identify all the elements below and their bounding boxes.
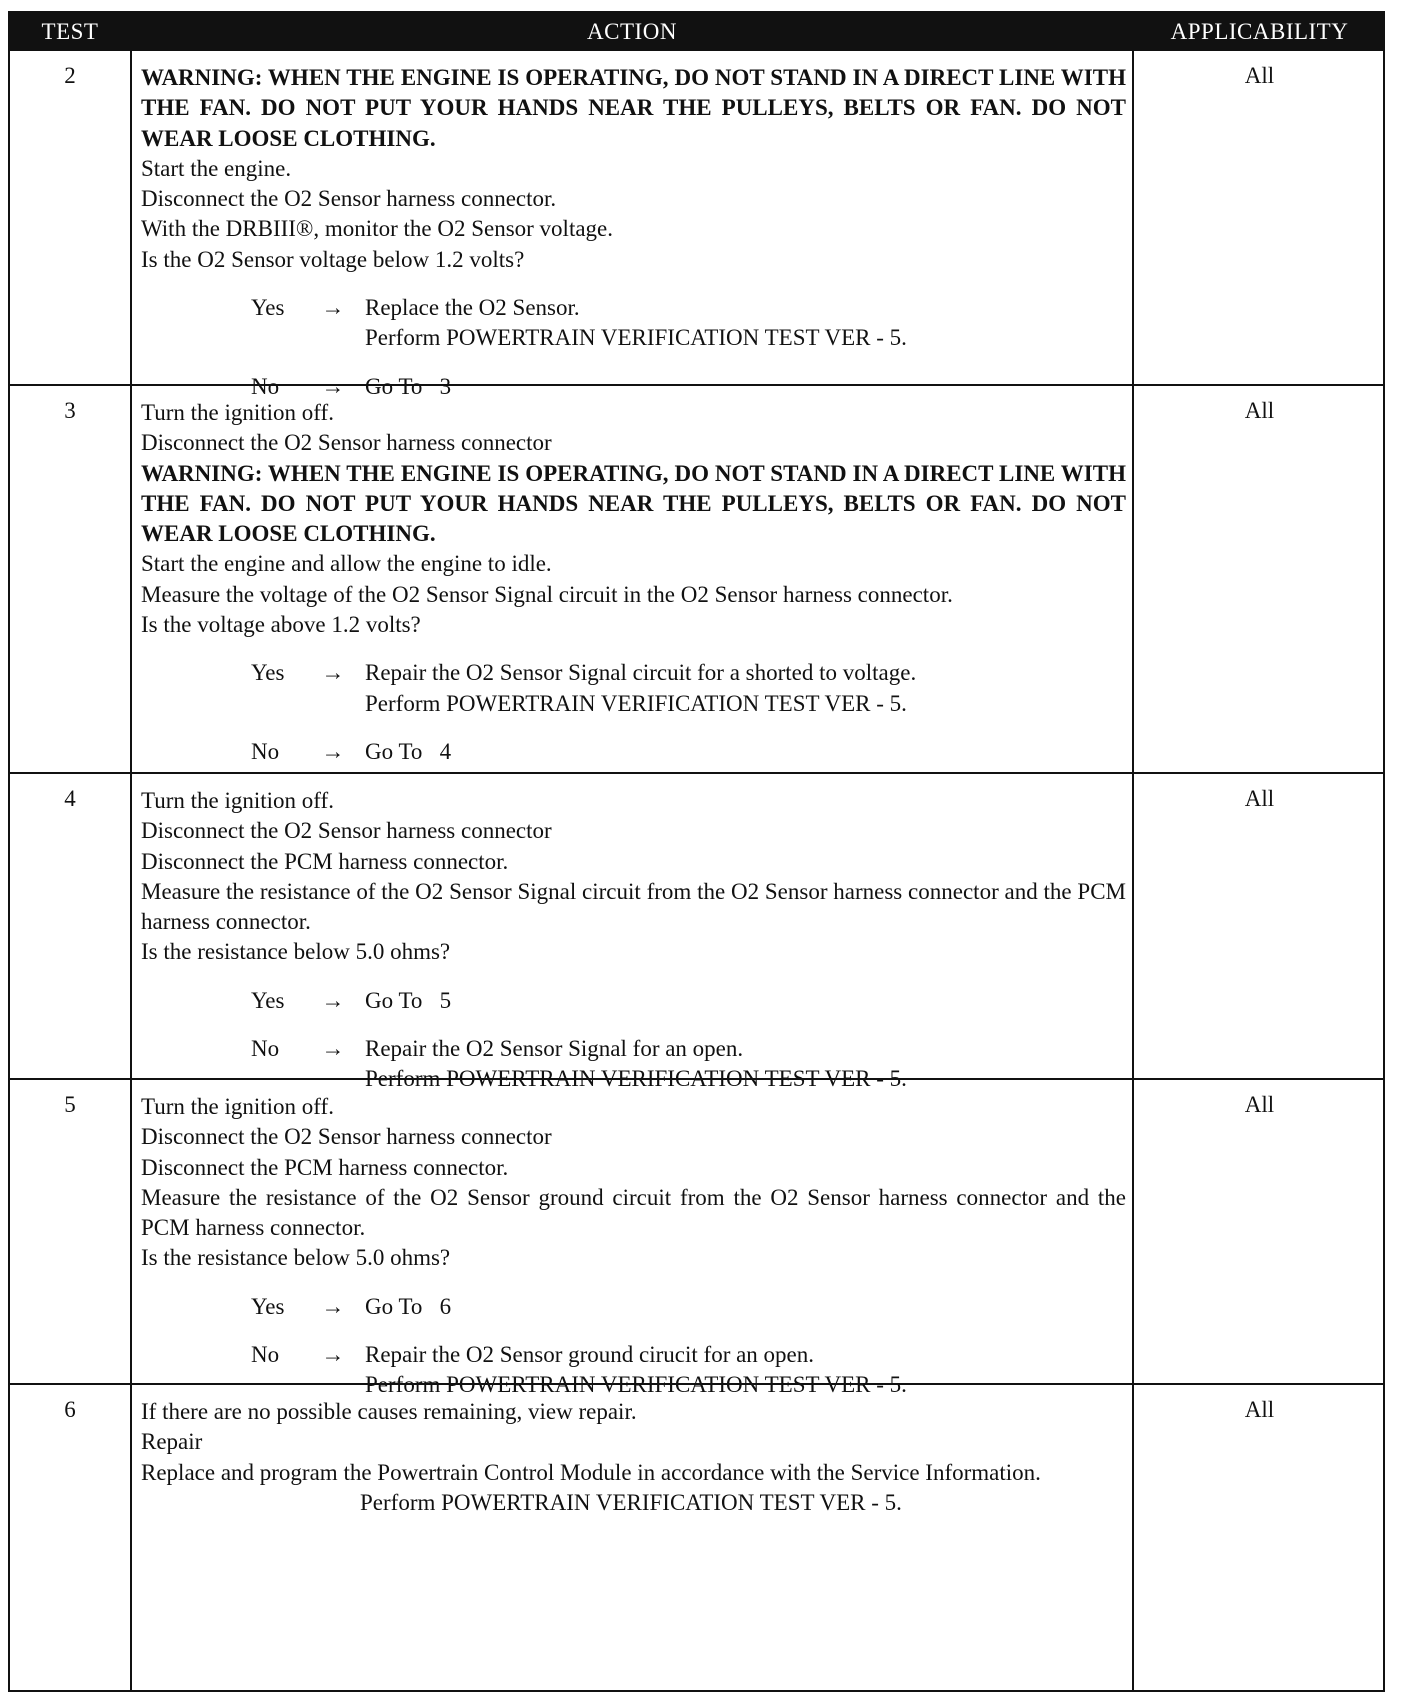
table-header (10, 13, 1383, 51)
no-label: No (251, 738, 280, 764)
no-answer (251, 737, 1126, 767)
applicability-value: All (1244, 1092, 1275, 1117)
right-arrow-icon: → (321, 987, 345, 1013)
diagnostic-test-table (8, 11, 1385, 1692)
no-label: No (251, 1036, 280, 1062)
step-text: Disconnect the O2 Sensor harness connector. (141, 186, 557, 212)
step-text: Disconnect the O2 Sensor harness connector (141, 430, 552, 456)
repair-text: Replace and program the Powertrain Control Module in accordance with the Service Information. (141, 1459, 1041, 1485)
question-text: Is the voltage above 1.2 volts? (141, 612, 421, 638)
right-arrow-icon: → (321, 373, 345, 399)
step-text: With the DRBIII®, monitor the O2 Sensor voltage. (141, 216, 614, 242)
goto-step: Go To 5 (365, 987, 452, 1013)
question-text: Is the resistance below 5.0 ohms? (141, 1245, 451, 1271)
step-text: Turn the ignition off. (141, 1094, 334, 1119)
table-row (10, 1383, 1383, 1690)
table-row (10, 772, 1383, 1092)
action-cell (141, 398, 1126, 767)
no-label: No (251, 1342, 280, 1368)
step-text: Measure the resistance of the O2 Sensor ground circuit from the O2 Sensor harness connector and the PCM harness connector. (141, 1184, 1126, 1241)
yes-answer (251, 986, 1126, 1016)
step-text: Disconnect the PCM harness connector. (141, 848, 509, 874)
yes-label: Yes (251, 1293, 285, 1319)
right-arrow-icon: → (321, 295, 345, 321)
goto-step: Go To 6 (365, 1293, 452, 1319)
step-text: Disconnect the O2 Sensor harness connector (141, 818, 552, 844)
step-text: Start the engine. (141, 155, 292, 181)
table-row (10, 51, 1383, 399)
step-text: Measure the voltage of the O2 Sensor Signal circuit in the O2 Sensor harness connector. (141, 581, 953, 607)
warning-text: WARNING: WHEN THE ENGINE IS OPERATING, DO NOT STAND IN A DIRECT LINE WITH THE FAN. DO NOT PUT YOUR HANDS NEAR THE PULLEYS, BELTS OR FAN. DO NOT WEAR LOOSE CLOTHING. (141, 65, 1126, 151)
verification-step: Perform POWERTRAIN VERIFICATION TEST VER - 5. (360, 1489, 902, 1515)
verification-step: Perform POWERTRAIN VERIFICATION TEST VER - 5. (365, 1066, 907, 1092)
step-text: Disconnect the PCM harness connector. (141, 1154, 509, 1180)
yes-label: Yes (251, 987, 285, 1013)
test-number: 5 (64, 1092, 76, 1117)
action-cell (141, 63, 1126, 402)
verification-step: Perform POWERTRAIN VERIFICATION TEST VER - 5. (365, 690, 907, 716)
applicability-value: All (1244, 398, 1275, 423)
test-number: 3 (64, 398, 76, 423)
no-label: No (251, 373, 280, 399)
step-text: Measure the resistance of the O2 Sensor Signal circuit from the O2 Sensor harness connector and the PCM harness connector. (141, 878, 1126, 935)
table-row (10, 1078, 1383, 1398)
yes-answer (251, 1292, 1126, 1322)
yes-result: Repair the O2 Sensor Signal circuit for a shorted to voltage. (365, 660, 917, 686)
right-arrow-icon: → (321, 1293, 345, 1319)
right-arrow-icon: → (321, 738, 345, 764)
repair-label: Repair (141, 1429, 203, 1455)
yes-answer (251, 293, 1126, 354)
header-action: ACTION (587, 19, 677, 44)
no-result: Repair the O2 Sensor Signal for an open. (365, 1036, 744, 1062)
verification-step: Perform POWERTRAIN VERIFICATION TEST VER - 5. (365, 325, 907, 351)
step-text: Turn the ignition off. (141, 400, 334, 425)
test-number: 4 (64, 786, 76, 811)
header-applicability: APPLICABILITY (1170, 19, 1349, 44)
test-number: 2 (64, 63, 76, 88)
test-number: 6 (64, 1397, 76, 1422)
applicability-value: All (1244, 63, 1275, 88)
step-text: Start the engine and allow the engine to idle. (141, 551, 552, 577)
yes-label: Yes (251, 660, 285, 686)
header-test: TEST (41, 19, 99, 44)
applicability-value: All (1244, 786, 1275, 811)
step-text: Disconnect the O2 Sensor harness connector (141, 1124, 552, 1150)
question-text: Is the O2 Sensor voltage below 1.2 volts? (141, 246, 525, 272)
applicability-value: All (1244, 1397, 1275, 1422)
goto-step: Go To 3 (365, 373, 452, 399)
yes-label: Yes (251, 295, 285, 321)
right-arrow-icon: → (321, 1036, 345, 1062)
verification-step: Perform POWERTRAIN VERIFICATION TEST VER - 5. (365, 1372, 907, 1398)
right-arrow-icon: → (321, 660, 345, 686)
no-result: Repair the O2 Sensor ground cirucit for an open. (365, 1342, 815, 1368)
action-cell (141, 1397, 1126, 1518)
yes-answer (251, 658, 1126, 719)
right-arrow-icon: → (321, 1342, 345, 1368)
goto-step: Go To 4 (365, 738, 452, 764)
step-text: Turn the ignition off. (141, 788, 334, 813)
question-text: Is the resistance below 5.0 ohms? (141, 939, 451, 965)
yes-result: Replace the O2 Sensor. (365, 295, 580, 321)
warning-text: WARNING: WHEN THE ENGINE IS OPERATING, DO NOT STAND IN A DIRECT LINE WITH THE FAN. DO NOT PUT YOUR HANDS NEAR THE PULLEYS, BELTS OR FAN. DO NOT WEAR LOOSE CLOTHING. (141, 460, 1126, 547)
table-row (10, 384, 1383, 772)
action-cell (141, 1092, 1126, 1401)
action-cell (141, 786, 1126, 1095)
step-text: If there are no possible causes remaining, view repair. (141, 1399, 637, 1424)
